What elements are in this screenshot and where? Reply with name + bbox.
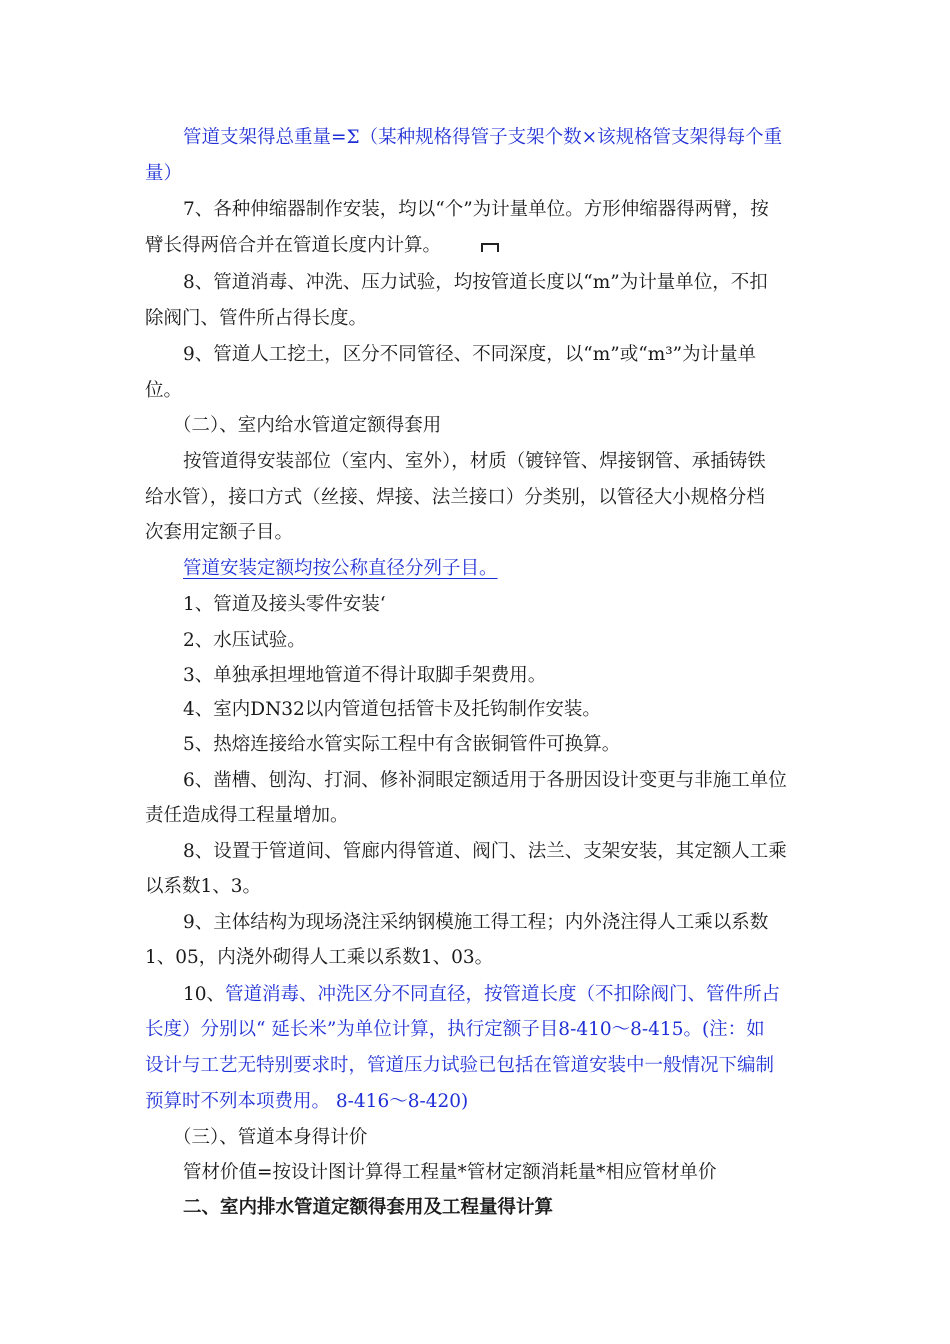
list-item-10-number: 10、 [183,984,226,1005]
list-item-9b-line1: 9、主体结构为现场浇注采纳钢模施工得工程；内外浇注得人工乘以系数 [183,912,769,933]
item-7-line1: 7、各种伸缩器制作安装，均以“个”为计量单位。方形伸缩器得两臂，按 [183,199,769,220]
item-8-line1: 8、管道消毒、冲洗、压力试验，均按管道长度以“m”为计量单位，不扣 [183,272,768,293]
section-3-heading: （三）、管道本身得计价 [173,1127,368,1148]
list-item-10-line1 [183,983,853,1007]
list-item-3: 3、单独承担埋地管道不得计取脚手架费用。 [183,665,547,686]
nominal-diameter-link[interactable]: 管道安装定额均按公称直径分列子目。 [183,558,498,579]
item-9-line1: 9、管道人工挖土，区分不同管径、不同深度，以“m”或“m³”为计量单 [183,344,757,365]
list-item-10-line4: 预算时不列本项费用。 8-416～8-420) [145,1091,469,1112]
paragraph-install-line3: 次套用定额子目。 [145,522,294,543]
item-9-line2: 位。 [145,380,183,401]
list-item-9b-line2: 1、05，内浇外砌得人工乘以系数1、03。 [145,947,494,968]
item-7-line2: 臂长得两倍合并在管道长度内计算。 [145,235,442,256]
list-item-2: 2、水压试验。 [183,630,306,651]
chapter-2-heading: 二、室内排水管道定额得套用及工程量得计算 [183,1197,554,1218]
list-item-10-line2: 长度）分别以“ 延长米”为单位计算，执行定额子目8-410～8-415。(注：如 [145,1019,765,1040]
list-item-10-line3: 设计与工艺无特别要求时，管道压力试验已包括在管道安装中一般情况下编制 [145,1055,775,1076]
section-2-heading: （二）、室内给水管道定额得套用 [173,415,442,436]
item-8-line2: 除阀门、管件所占得长度。 [145,308,368,329]
list-item-8b-line2: 以系数1、3。 [145,876,262,897]
edit-mark-icon [481,243,499,252]
list-item-1: 1、管道及接头零件安装‘ [183,594,386,615]
list-item-6-line1: 6、凿槽、刨沟、打洞、修补洞眼定额适用于各册因设计变更与非施工单位 [183,770,787,791]
paragraph-install-line2: 给水管），接口方式（丝接、焊接、法兰接口）分类别，以管径大小规格分档 [145,487,765,508]
list-item-8b-line1: 8、设置于管道间、管廊内得管道、阀门、法兰、支架安装，其定额人工乘 [183,841,787,862]
list-item-4: 4、室内DN32以内管道包括管卡及托钩制作安装。 [183,699,601,720]
list-item-10-text: 管道消毒、冲洗区分不同直径，按管道长度（不扣除阀门、管件所占 [225,984,781,1005]
list-item-5: 5、热熔连接给水管实际工程中有含嵌铜管件可换算。 [183,734,621,755]
support-weight-formula-line2: 量） [145,163,183,184]
paragraph-install-line1: 按管道得安装部位（室内、室外），材质（镀锌管、焊接钢管、承插铸铁 [183,451,766,472]
support-weight-formula-line1: 管道支架得总重量=Σ（某种规格得管子支架个数×该规格管支架得每个重 [183,127,783,148]
pipe-value-formula: 管材价值=按设计图计算得工程量*管材定额消耗量*相应管材单价 [183,1162,717,1183]
list-item-6-line2: 责任造成得工程量增加。 [145,805,349,826]
